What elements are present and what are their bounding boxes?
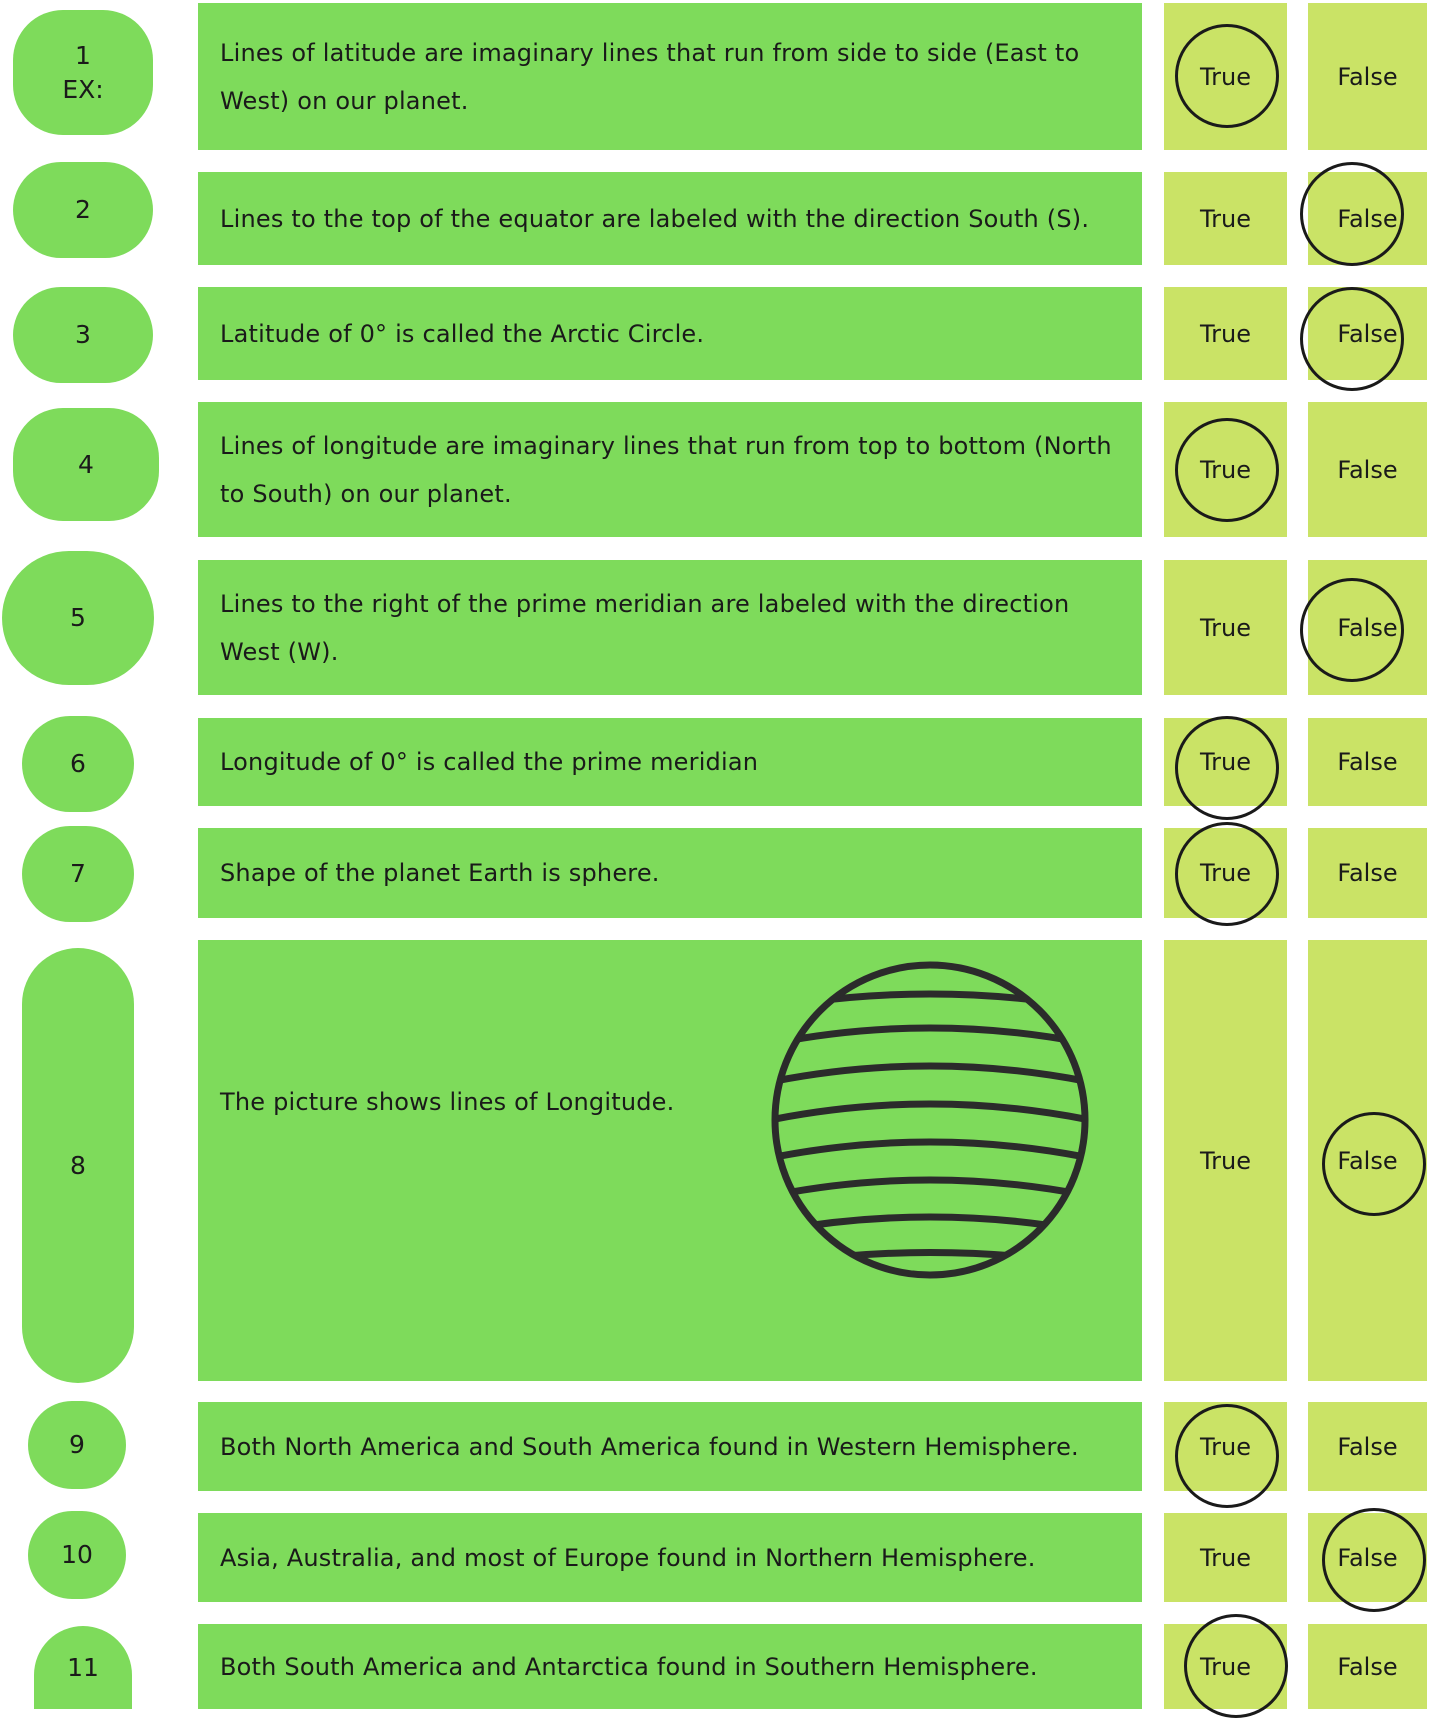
statement-text: Lines to the top of the equator are labeled with the direction South (S). xyxy=(220,204,1090,233)
answer-circle xyxy=(1175,822,1279,926)
true-label: True xyxy=(1200,204,1251,233)
false-option[interactable] xyxy=(1308,402,1427,537)
answer-circle xyxy=(1175,24,1279,128)
false-label: False xyxy=(1337,1432,1398,1461)
true-label: True xyxy=(1200,859,1251,887)
true-option[interactable] xyxy=(1164,940,1287,1381)
true-label: True xyxy=(1200,1146,1251,1175)
question-number xyxy=(13,408,159,521)
question-number-value: 8 xyxy=(70,1150,86,1180)
statement xyxy=(198,1513,1142,1602)
statement-text: Lines of latitude are imaginary lines that run from side to side (East to West) on our planet. xyxy=(220,38,1080,115)
true-option[interactable] xyxy=(1164,1513,1287,1602)
false-label: False xyxy=(1337,204,1398,233)
question-number-value: 9 xyxy=(69,1430,85,1459)
question-number xyxy=(22,826,134,922)
question-number xyxy=(34,1626,132,1709)
statement xyxy=(198,1624,1142,1709)
question-number-value: 4 xyxy=(78,449,94,479)
question-number xyxy=(2,551,154,685)
globe-latitude-lines-icon xyxy=(770,960,1090,1280)
false-option[interactable] xyxy=(1308,718,1427,806)
false-label: False xyxy=(1337,1146,1398,1175)
question-number xyxy=(28,1401,126,1489)
statement-text: Latitude of 0° is called the Arctic Circle. xyxy=(220,319,705,348)
question-number xyxy=(22,948,134,1383)
answer-circle xyxy=(1300,287,1404,391)
answer-circle xyxy=(1300,162,1404,266)
answer-circle xyxy=(1175,1404,1279,1508)
false-label: False xyxy=(1337,748,1398,776)
true-label: True xyxy=(1200,1652,1251,1681)
question-number xyxy=(13,287,153,383)
true-label: True xyxy=(1200,62,1251,91)
statement-text: Longitude of 0° is called the prime meridian xyxy=(220,748,759,776)
true-option[interactable] xyxy=(1164,172,1287,265)
true-option[interactable] xyxy=(1164,287,1287,380)
question-number-value: 7 xyxy=(70,859,86,888)
answer-circle xyxy=(1175,418,1279,522)
false-option[interactable] xyxy=(1308,1624,1427,1709)
answer-circle xyxy=(1300,578,1404,682)
false-label: False xyxy=(1337,455,1398,484)
false-option[interactable] xyxy=(1308,3,1427,150)
false-label: False xyxy=(1337,1543,1398,1572)
true-label: True xyxy=(1200,613,1251,642)
question-number xyxy=(13,10,153,135)
true-label: True xyxy=(1200,1543,1251,1572)
statement xyxy=(198,828,1142,918)
statement-text: Lines of longitude are imaginary lines that run from top to bottom (North to South) on our planet. xyxy=(220,431,1112,508)
question-number-value: 2 xyxy=(75,195,91,224)
statement-text: Both South America and Antarctica found in Southern Hemisphere. xyxy=(220,1652,1038,1681)
answer-circle xyxy=(1175,716,1279,820)
true-label: True xyxy=(1200,748,1251,776)
statement xyxy=(198,560,1142,695)
false-label: False xyxy=(1337,859,1398,887)
false-label: False xyxy=(1337,613,1398,642)
answer-circle xyxy=(1184,1614,1288,1718)
true-label: True xyxy=(1200,455,1251,484)
question-number xyxy=(13,162,153,258)
statement xyxy=(198,172,1142,265)
question-number xyxy=(22,716,134,812)
question-number-value: 5 xyxy=(70,603,86,632)
question-number xyxy=(28,1511,126,1599)
true-label: True xyxy=(1200,319,1251,348)
statement xyxy=(198,1402,1142,1491)
answer-circle xyxy=(1322,1508,1426,1612)
false-label: False xyxy=(1337,1652,1398,1681)
question-number-value: 10 xyxy=(61,1540,93,1569)
statement-text: Both North America and South America found in Western Hemisphere. xyxy=(220,1432,1079,1461)
answer-circle xyxy=(1322,1112,1426,1216)
false-label: False xyxy=(1337,319,1398,348)
true-label: True xyxy=(1200,1432,1251,1461)
false-label: False xyxy=(1337,62,1398,91)
statement-text: Asia, Australia, and most of Europe found in Northern Hemisphere. xyxy=(220,1543,1036,1572)
statement xyxy=(198,402,1142,537)
statement-text: The picture shows lines of Longitude. xyxy=(220,1088,675,1116)
question-number-value: 1 xyxy=(75,40,91,70)
example-label: EX: xyxy=(62,74,104,104)
false-option[interactable] xyxy=(1308,828,1427,918)
statement-text: Lines to the right of the prime meridian are labeled with the direction West (W). xyxy=(220,589,1070,666)
false-option[interactable] xyxy=(1308,1402,1427,1491)
statement xyxy=(198,3,1142,150)
true-option[interactable] xyxy=(1164,560,1287,695)
statement xyxy=(198,718,1142,806)
question-number-value: 11 xyxy=(67,1652,99,1682)
statement-text: Shape of the planet Earth is sphere. xyxy=(220,859,660,887)
question-number-value: 6 xyxy=(70,749,86,778)
question-number-value: 3 xyxy=(75,320,91,349)
statement xyxy=(198,287,1142,380)
